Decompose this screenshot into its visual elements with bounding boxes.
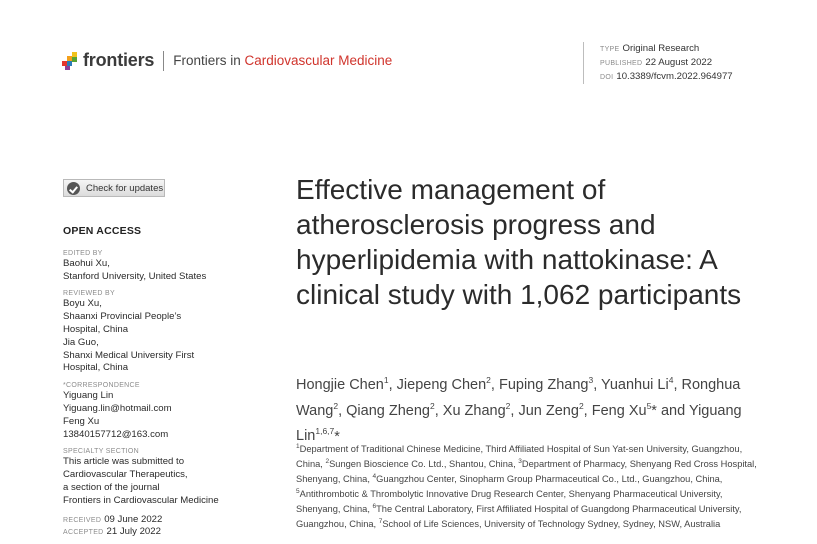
meta-type: TYPE Original Research (600, 43, 700, 54)
author-separator: , (338, 402, 347, 419)
check-updates-label: Check for updates (86, 182, 164, 194)
author-separator: , (490, 376, 499, 393)
article-sidebar (63, 225, 278, 539)
author[interactable]: Yiguang Lin$^{1,6,7}$ (296, 402, 742, 445)
affiliation: $^5$Antithrombotic & Thrombolytic Innovative Drug Research Center, Shenyang Pharmaceutical University, Shenyang, China, (296, 487, 723, 514)
affiliations (296, 441, 766, 530)
email-link[interactable]: 13840157712@163.com (63, 428, 169, 440)
article-title: Effective management of atherosclerosis progress and hyperlipidemia with nattokinase: A clinical study with 1,062 participants (296, 174, 742, 310)
author[interactable]: Xu Zhang$^2$ (442, 400, 511, 419)
author[interactable]: Hongjie Chen$^1$ (296, 375, 389, 393)
header-divider (163, 51, 164, 71)
author[interactable]: Qiang Zheng$^2$ (346, 400, 435, 419)
affiliation: $^3$Department of Pharmacy, Shenyang Red Cross Hospital, Shenyang, China, (296, 457, 757, 484)
check-for-updates-button[interactable] (63, 179, 165, 197)
meta-doi: DOI 10.3389/fcvm.2022.964977 (600, 71, 733, 82)
email-link[interactable]: Yiguang.lin@hotmail.com (63, 402, 172, 414)
edited-by-block: EDITED BY Baohui Xu, Stanford University, United States (63, 249, 207, 282)
author[interactable]: Ronghua Wang$^2$ (296, 376, 741, 419)
meta-published: PUBLISHED 22 August 2022 (600, 57, 713, 68)
author-separator: , (510, 402, 519, 419)
affiliation: $^1$Department of Traditional Chinese Medicine, Third Affiliated Hospital of Sun Yat-sen University, Guangzhou, China, (296, 443, 743, 469)
author-separator: * (334, 428, 340, 445)
brand-wordmark: frontiers (83, 50, 155, 70)
author-separator: , (388, 376, 397, 393)
accepted-date: ACCEPTED 21 July 2022 (63, 526, 161, 538)
author[interactable]: Feng Xu$^5$ (591, 400, 652, 419)
received-date: RECEIVED 09 June 2022 (63, 513, 163, 525)
doi-link[interactable]: 10.3389/fcvm.2022.964977 (616, 71, 733, 82)
frontiers-logo-icon (62, 52, 79, 70)
open-access-label: OPEN ACCESS (63, 225, 142, 237)
affiliation: $^7$School of Life Sciences, University of Technology Sydney, Sydney, NSW, Australia (378, 517, 721, 529)
correspondence-block: *CORRESPONDENCE Yiguang Lin Yiguang.lin@hotmail.com Feng Xu 13840157712@163.com (63, 381, 278, 441)
author[interactable]: Fuping Zhang$^3$ (498, 375, 594, 393)
author-separator: , (583, 402, 592, 419)
author[interactable]: Jun Zeng$^2$ (518, 400, 584, 419)
journal-logo[interactable] (62, 50, 392, 71)
author-list (296, 370, 766, 447)
reviewed-by-block: REVIEWED BY Boyu Xu, Shaanxi Provincial People’s Hospital, China Jia Guo, Shanxi Medical University First Hospital, China (63, 290, 195, 374)
affiliation: $^2$Sungen Bioscience Co. Ltd., Shantou, China, (325, 457, 519, 469)
specialty-block: SPECIALTY SECTION This article was submitted to Cardiovascular Therapeutics, a section of the journal Frontiers in Cardiovascular Medicine (63, 448, 219, 506)
affiliation: $^4$Guangzhou Center, Sinopharm Group Pharmaceutical Co., Ltd., Guangzhou, China, (372, 472, 723, 484)
author-separator: , (593, 376, 601, 393)
author-separator: * and (651, 402, 689, 419)
journal-title: Frontiers in Cardiovascular Medicine (173, 53, 393, 68)
check-updates-icon (67, 182, 80, 195)
article-meta (583, 42, 733, 84)
author[interactable]: Jiepeng Chen$^2$ (396, 375, 491, 393)
author-separator: , (434, 402, 443, 419)
affiliation: $^6$The Central Laboratory, First Affiliated Hospital of Guangdong Pharmaceutical University, Guangzhou, China, (296, 502, 742, 529)
author[interactable]: Yuanhui Li$^4$ (600, 375, 674, 393)
author-separator: , (673, 376, 682, 393)
